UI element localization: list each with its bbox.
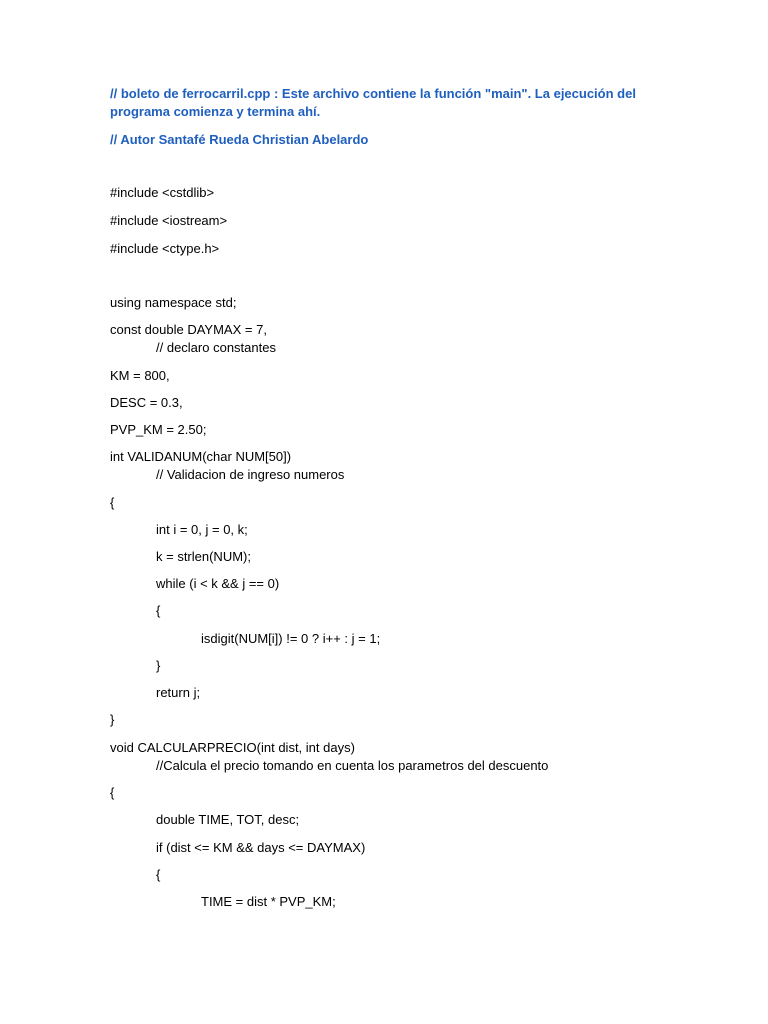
code-line: const double DAYMAX = 7,: [110, 322, 267, 337]
code-line: return j;: [156, 685, 201, 700]
code-line: isdigit(NUM[i]) != 0 ? i++ : j = 1;: [201, 631, 381, 646]
code-line: KM = 800,: [110, 368, 170, 383]
author-comment: // Autor Santafé Rueda Christian Abelardo: [110, 132, 369, 147]
code-line: while (i < k && j == 0): [156, 576, 280, 591]
code-line: #include <iostream>: [110, 213, 228, 228]
code-line: if (dist <= KM && days <= DAYMAX): [156, 840, 366, 855]
code-line: {: [110, 495, 115, 510]
code-line: using namespace std;: [110, 295, 237, 310]
code-comment: //Calcula el precio tomando en cuenta los parametros del descuento: [156, 758, 549, 773]
code-line: int i = 0, j = 0, k;: [156, 522, 248, 537]
code-comment: // Validacion de ingreso numeros: [156, 467, 345, 482]
code-line: double TIME, TOT, desc;: [156, 812, 300, 827]
code-line: #include <ctype.h>: [110, 241, 220, 256]
code-line: int VALIDANUM(char NUM[50]): [110, 449, 292, 464]
code-line: }: [156, 658, 161, 673]
code-line: k = strlen(NUM);: [156, 549, 251, 564]
code-line: PVP_KM = 2.50;: [110, 422, 207, 437]
code-line: {: [156, 867, 161, 882]
code-line: TIME = dist * PVP_KM;: [201, 894, 336, 909]
code-line: {: [156, 603, 161, 618]
code-line: {: [110, 785, 115, 800]
code-comment: // declaro constantes: [156, 340, 276, 355]
code-line: DESC = 0.3,: [110, 395, 183, 410]
file-comment-line-1: // boleto de ferrocarril.cpp : Este archivo contiene la función "main". La ejecución del: [110, 86, 636, 101]
code-line: }: [110, 712, 115, 727]
code-line: #include <cstdlib>: [110, 185, 215, 200]
code-line: void CALCULARPRECIO(int dist, int days): [110, 740, 355, 755]
file-comment-line-2: programa comienza y termina ahí.: [110, 104, 321, 119]
